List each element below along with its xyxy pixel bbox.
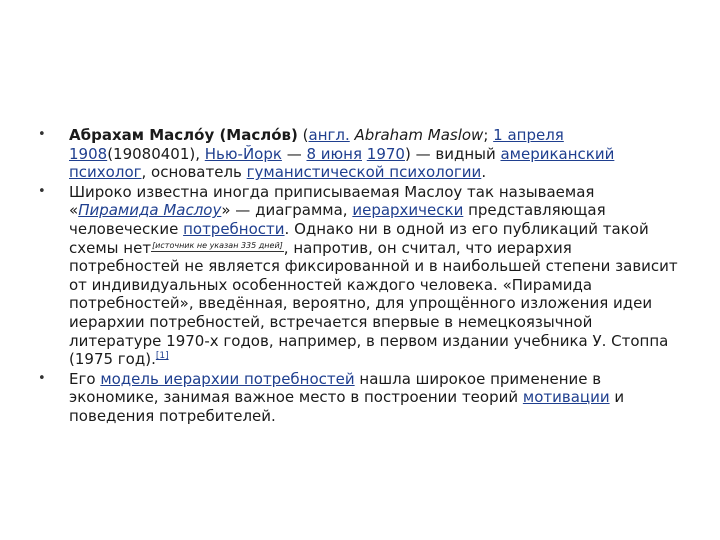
death-year-link[interactable]: 1970 [366,144,405,163]
needs-hierarchy-model-link[interactable]: модель иерархии потребностей [100,369,355,388]
text-segment: . [481,163,487,182]
text-segment: — [281,144,307,163]
text-segment: ; [483,126,494,144]
text-segment: Широко известна иногда приписываемая Маслоу так называемая « [69,182,595,220]
text-segment: ( [297,126,309,144]
bullet-item-model [36,370,686,426]
bullet-icon: • [38,183,46,199]
hierarchy-link[interactable]: иерархически [352,201,464,220]
humanistic-psychology-link[interactable]: гуманистической психологии [246,163,482,182]
text-segment: представляющая человеческие [69,201,606,238]
original-name: Abraham Maslow [349,126,484,144]
death-day-link[interactable]: 8 июня [306,144,362,163]
text-segment: . Однако ни в одной из его публикаций такой схемы нет [69,219,649,257]
birth-code: (19080401), [107,144,205,163]
english-link[interactable]: англ. [308,126,350,144]
citation-needed-note[interactable]: [источник не указан 335 дней] [152,240,283,250]
text-segment: , напротив, он считал, что иерархия потребностей не является фиксированной и в наибольшей степени зависит от индивидуальных особенностей каждого человека. «Пирамида потребностей», введённая, вероятно, для упрощённого изложения идеи иерархии потребностей, встречается впервые в немецкоязычной литературе 1970-х годов, например, в первом издании учебника У. Стоппа (1975 год). [69,238,678,369]
motivation-link[interactable]: мотивации [522,388,610,407]
maslow-pyramid-link[interactable]: Пирамида Маслоу [78,201,222,220]
bullet-item-maslow-bio [36,126,686,182]
bullet-item-pyramid [36,183,686,369]
bullet-icon: • [38,127,46,142]
birth-date-link[interactable]: 1 апреля 1908 [69,126,564,163]
text-segment: ) — видный [404,144,501,163]
text-segment: и поведения потребителей. [69,388,625,425]
bullet-icon: • [38,370,46,386]
text-segment: , основатель [141,163,247,182]
needs-link[interactable]: потребности [183,219,285,238]
text-segment: Его [69,369,101,388]
new-york-link[interactable]: Нью-Йорк [204,144,282,163]
text-segment: нашла широкое применение в экономике, занимая важное место в построении теорий [69,369,602,407]
person-name: Абрахам Масло́у (Масло́в) [69,126,298,144]
text-segment: » — диаграмма, [221,201,353,220]
american-psychologist-link[interactable]: американский психолог [69,144,615,182]
reference-1-link[interactable]: [1] [155,351,169,362]
bullet-list [36,126,686,427]
